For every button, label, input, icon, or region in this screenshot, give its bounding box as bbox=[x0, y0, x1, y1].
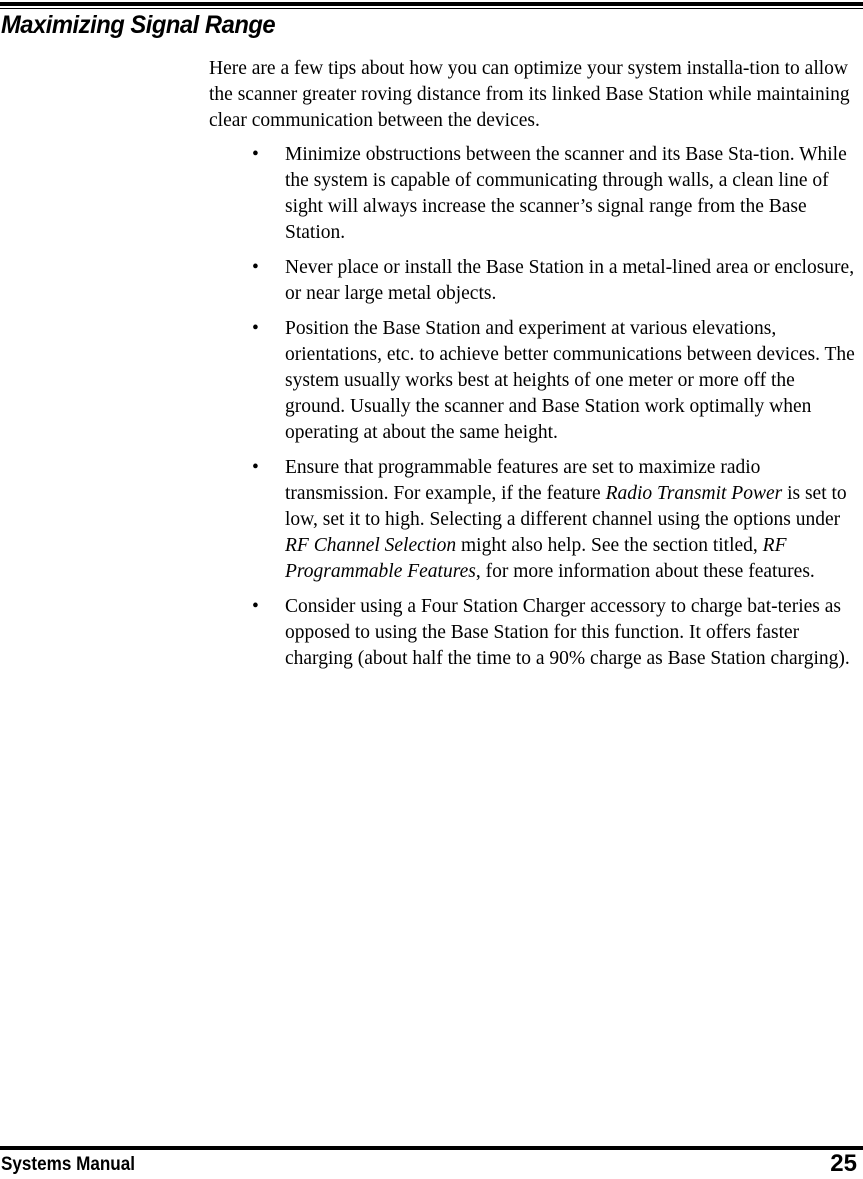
intro-paragraph: Here are a few tips about how you can optimize your system installa-tion to allow the scanner greater roving distance from its linked Base Station while maintaining clear communication between the devices. bbox=[209, 58, 850, 131]
bullet-icon: • bbox=[252, 457, 259, 478]
text-run: might also help. See the section titled, bbox=[456, 535, 763, 556]
bullet-icon: • bbox=[252, 257, 259, 278]
list-item-text: Consider using a Four Station Charger accessory to charge bat-teries as opposed to using the Base Station for this function. It offers faster charging (about half the time to a 90% charge as Base Station charging). bbox=[285, 596, 850, 669]
footer-rule bbox=[0, 1146, 863, 1150]
top-rule-thick bbox=[0, 2, 863, 6]
text-run: Ensure that programmable features are set to maximize radio transmission. For example, if the feature bbox=[285, 457, 761, 504]
list-item-text: Position the Base Station and experiment at various elevations, orientations, etc. to achieve better communications between devices. The system usually works best at heights of one meter or more off the ground. Usually the scanner and Base Station work optimally when operating at about the same height. bbox=[285, 318, 855, 443]
feature-name-rf-channel-selection: RF Channel Selection bbox=[285, 535, 457, 556]
top-rule-thin bbox=[0, 8, 863, 9]
text-run: , for more information about these features. bbox=[475, 561, 815, 582]
list-item-text: Never place or install the Base Station in a metal-lined area or enclosure, or near large metal objects. bbox=[285, 257, 855, 304]
list-item bbox=[209, 142, 859, 246]
feature-name-radio-transmit-power: Radio Transmit Power bbox=[605, 483, 783, 504]
list-item bbox=[209, 594, 859, 672]
tips-list bbox=[209, 142, 859, 672]
bullet-icon: • bbox=[252, 144, 259, 165]
section-heading: Maximizing Signal Range bbox=[1, 11, 276, 39]
list-item-text: Minimize obstructions between the scanner and its Base Sta-tion. While the system is capable of communicating through walls, a clean line of sight will always increase the scanner’s signal range from the Base Station. bbox=[285, 144, 847, 243]
footer-title: Systems Manual bbox=[1, 1154, 136, 1175]
list-item-text bbox=[285, 457, 847, 582]
bullet-icon: • bbox=[252, 596, 259, 617]
bullet-icon: • bbox=[252, 318, 259, 339]
list-item bbox=[209, 255, 859, 307]
page-number: 25 bbox=[830, 1150, 857, 1177]
section-content bbox=[209, 56, 859, 681]
section-reference-rf-programmable-features: RF Programmable Features bbox=[285, 535, 787, 582]
list-item bbox=[209, 455, 859, 585]
text-run: is set to low, set it to high. Selecting a different channel using the options under bbox=[285, 483, 847, 530]
list-item bbox=[209, 316, 859, 446]
